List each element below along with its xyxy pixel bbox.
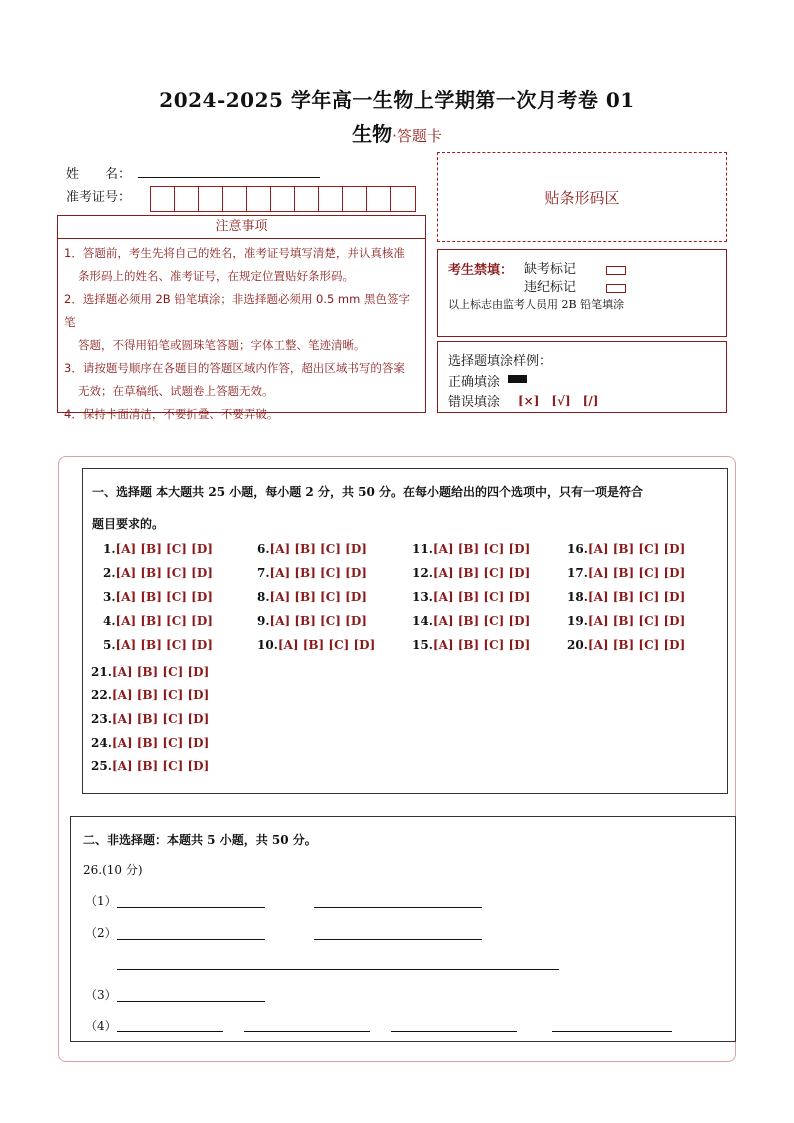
name-field[interactable] — [138, 177, 320, 178]
id-digit-box[interactable] — [391, 187, 415, 211]
notice-line: 3．请按题号顺序在各题目的答题区域内作答，超出区域书写的答案 — [64, 361, 405, 375]
proctor-only-label: 考生禁填： — [448, 263, 514, 278]
part-2-label: （2） — [85, 926, 117, 940]
question-row-13[interactable]: 13.[A] [B] [C] [D] — [412, 590, 531, 604]
question-row-7[interactable]: 7.[A] [B] [C] [D] — [257, 566, 367, 580]
notice-item — [58, 357, 425, 403]
answer-line[interactable] — [244, 1031, 370, 1032]
exam-title: 2024-2025 学年高一生物上学期第一次月考卷 01 — [159, 88, 635, 112]
question-row-15[interactable]: 15.[A] [B] [C] [D] — [412, 638, 531, 652]
id-digit-box[interactable] — [247, 187, 271, 211]
id-digit-box[interactable] — [223, 187, 247, 211]
question-row-10[interactable]: 10.[A] [B] [C] [D] — [257, 638, 376, 652]
free-response-section — [70, 816, 736, 1042]
id-digit-box[interactable] — [175, 187, 199, 211]
id-digit-box[interactable] — [199, 187, 223, 211]
question-row-1[interactable]: 1.[A] [B] [C] [D] — [103, 542, 213, 556]
id-digit-box[interactable] — [271, 187, 295, 211]
part-3-label: （3） — [85, 988, 117, 1002]
correct-fill-label: 正确填涂 — [448, 375, 501, 390]
question-row-12[interactable]: 12.[A] [B] [C] [D] — [412, 566, 531, 580]
answer-line[interactable] — [117, 1031, 223, 1032]
part-1-label: （1） — [85, 894, 117, 908]
id-digit-box[interactable] — [319, 187, 343, 211]
question-row-25[interactable]: 25.[A] [B] [C] [D] — [91, 759, 210, 773]
question-row-3[interactable]: 3.[A] [B] [C] [D] — [103, 590, 213, 604]
question-row-17[interactable]: 17.[A] [B] [C] [D] — [567, 566, 686, 580]
notice-line: 无效；在草稿纸、试题卷上答题无效。 — [78, 384, 274, 398]
section2-header: 二、非选择题：本题共 5 小题，共 50 分。 — [83, 833, 317, 847]
answer-line[interactable] — [117, 907, 265, 908]
wrong-fill-label: 错误填涂 — [448, 395, 501, 410]
notice-line: 1．答题前，考生先将自己的姓名，准考证号填写清楚，并认真核准 — [64, 246, 405, 260]
answer-line[interactable] — [391, 1031, 517, 1032]
multiple-choice-section — [82, 468, 728, 794]
notice-item — [58, 403, 425, 426]
id-label: 准考证号： — [66, 190, 132, 205]
name-label: 姓 名： — [66, 167, 132, 182]
question-row-4[interactable]: 4.[A] [B] [C] [D] — [103, 614, 213, 628]
section1-header-line1: 一、选择题 本大题共 25 小题，每小题 2 分，共 50 分。在每小题给出的四个选项中，只有一项是符合 — [92, 485, 643, 499]
answer-line[interactable] — [117, 969, 559, 970]
question-row-2[interactable]: 2.[A] [B] [C] [D] — [103, 566, 213, 580]
answer-card-label: ·答题卡 — [392, 127, 442, 145]
answer-line[interactable] — [117, 939, 265, 940]
notice-line: 条形码上的姓名、准考证号，在规定位置贴好条形码。 — [78, 269, 354, 283]
question-row-6[interactable]: 6.[A] [B] [C] [D] — [257, 542, 367, 556]
notice-line: 2．选择题必须用 2B 铅笔填涂；非选择题必须用 0.5 mm 黑色签字笔 — [64, 292, 410, 329]
proctor-marks-box — [437, 249, 727, 337]
question-row-5[interactable]: 5.[A] [B] [C] [D] — [103, 638, 213, 652]
question-row-20[interactable]: 20.[A] [B] [C] [D] — [567, 638, 686, 652]
subject-label: 生物 — [352, 122, 393, 146]
wrong-fill-marks: [×] [√] [/] — [518, 394, 599, 408]
answer-line[interactable] — [117, 1001, 265, 1002]
notice-title: 注意事项 — [58, 216, 425, 239]
id-digit-box[interactable] — [367, 187, 391, 211]
section1-header-line2: 题目要求的。 — [92, 517, 165, 531]
notice-line: 4．保持卡面清洁，不要折叠、不要弄破。 — [64, 407, 279, 421]
answer-line[interactable] — [314, 907, 482, 908]
question-row-11[interactable]: 11.[A] [B] [C] [D] — [412, 542, 531, 556]
notice-box — [57, 215, 426, 421]
question-row-18[interactable]: 18.[A] [B] [C] [D] — [567, 590, 686, 604]
sample-title: 选择题填涂样例： — [448, 354, 553, 369]
barcode-label: 贴条形码区 — [544, 188, 620, 207]
fill-sample-box — [437, 341, 727, 413]
correct-fill-mark — [508, 375, 527, 383]
id-digit-box[interactable] — [343, 187, 367, 211]
absent-mark-label: 缺考标记 — [524, 262, 577, 277]
proctor-note: 以上标志由监考人员用 2B 铅笔填涂 — [448, 298, 625, 311]
notice-line: 答题，不得用铅笔或圆珠笔答题；字体工整、笔迹清晰。 — [78, 338, 366, 352]
notice-item — [58, 288, 425, 357]
answer-card-title — [0, 118, 794, 147]
answer-line[interactable] — [552, 1031, 672, 1032]
question-row-21[interactable]: 21.[A] [B] [C] [D] — [91, 665, 210, 679]
notice-item — [58, 242, 425, 288]
question-26-label: 26.(10 分) — [83, 863, 143, 877]
id-digit-box[interactable] — [151, 187, 175, 211]
violation-mark-box[interactable] — [606, 284, 626, 293]
question-row-23[interactable]: 23.[A] [B] [C] [D] — [91, 712, 210, 726]
question-row-16[interactable]: 16.[A] [B] [C] [D] — [567, 542, 686, 556]
id-digit-box[interactable] — [295, 187, 319, 211]
violation-mark-label: 违纪标记 — [524, 280, 577, 295]
barcode-area — [437, 152, 727, 242]
question-row-24[interactable]: 24.[A] [B] [C] [D] — [91, 736, 210, 750]
question-row-8[interactable]: 8.[A] [B] [C] [D] — [257, 590, 367, 604]
answer-line[interactable] — [314, 939, 482, 940]
question-row-19[interactable]: 19.[A] [B] [C] [D] — [567, 614, 686, 628]
question-row-14[interactable]: 14.[A] [B] [C] [D] — [412, 614, 531, 628]
part-4-label: （4） — [85, 1019, 117, 1033]
absent-mark-box[interactable] — [606, 266, 626, 275]
question-row-9[interactable]: 9.[A] [B] [C] [D] — [257, 614, 367, 628]
question-row-22[interactable]: 22.[A] [B] [C] [D] — [91, 688, 210, 702]
exam-id-boxes[interactable] — [150, 186, 416, 212]
